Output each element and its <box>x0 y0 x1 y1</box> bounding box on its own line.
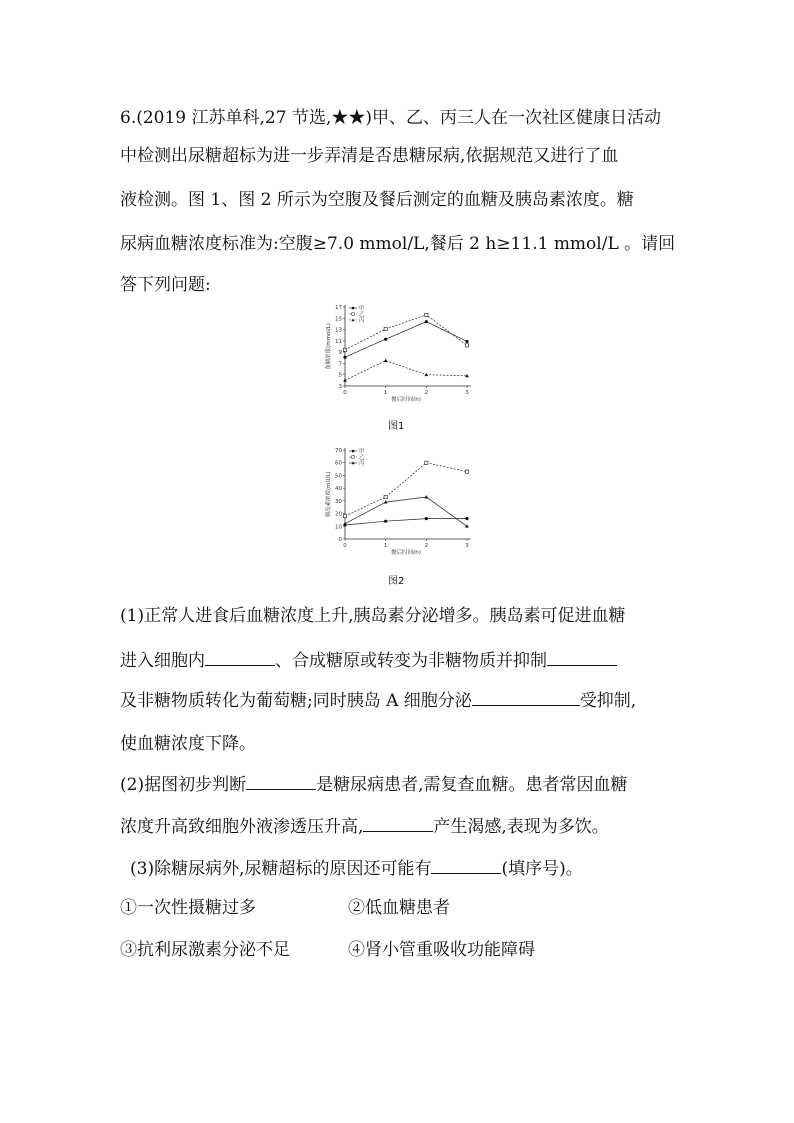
y-tick-label: 70 <box>335 448 342 454</box>
figure-1-blood-glucose-chart <box>320 300 480 406</box>
x-tick-label: 1 <box>383 390 388 396</box>
series-line-1 <box>345 322 467 358</box>
legend-label: 丙 <box>359 461 365 467</box>
data-point <box>465 340 468 343</box>
legend-label: 乙 <box>359 312 365 318</box>
answer-blank-6[interactable] <box>431 857 501 874</box>
question-line-2: 中检测出尿糖超标为进一步弄清是否患糖尿病,依据规范又进行了血 <box>120 146 619 166</box>
question-line-3: 液检测。图 1、图 2 所示为空腹及餐后测定的血糖及胰岛素浓度。糖 <box>120 190 634 210</box>
data-point <box>384 327 387 330</box>
data-point <box>465 517 468 520</box>
figure-1-caption: 图1 <box>388 421 405 432</box>
sub2-line-2 <box>120 815 609 838</box>
legend-marker <box>352 450 355 453</box>
legend-label: 甲 <box>359 449 365 455</box>
legend-marker <box>352 307 355 310</box>
answer-blank-3[interactable] <box>472 689 580 706</box>
y-tick-label: 3 <box>338 384 342 390</box>
y-tick-label: 40 <box>335 486 342 493</box>
series-line-3 <box>345 361 467 381</box>
sub2-text-a: (2)据图初步判断 <box>120 775 247 795</box>
option-2: ②低血糖患者 <box>348 898 450 918</box>
data-point <box>343 515 346 518</box>
data-point <box>465 344 468 347</box>
sub1-text-c: 及非糖物质转化为葡萄糖;同时胰岛 A 细胞分泌 <box>120 691 472 711</box>
option-3: ③抗利尿激素分泌不足 <box>120 940 290 960</box>
y-tick-label: 20 <box>335 511 342 518</box>
question-line-1: 6.(2019 江苏单科,27 节选,★★)甲、乙、丙三人在一次社区健康日活动 <box>120 108 661 128</box>
y-tick-label: 10 <box>335 524 342 531</box>
option-1: ①一次性摄糖过多 <box>120 898 256 918</box>
y-tick-label: 0 <box>338 537 342 543</box>
x-axis-label: 餐后时间(h) <box>391 550 421 556</box>
x-tick-label: 3 <box>465 390 469 396</box>
x-tick-label: 0 <box>343 543 347 549</box>
x-axis-label: 餐后时间(h) <box>391 397 421 403</box>
sub3-text-a: (3)除糖尿病外,尿糖超标的原因还可能有 <box>130 859 432 879</box>
data-point <box>425 313 428 316</box>
data-point <box>343 348 346 351</box>
data-point <box>425 495 429 498</box>
y-tick-label: 7 <box>338 361 342 368</box>
sub1-text-a: 进入细胞内 <box>120 651 205 671</box>
series-line-3 <box>345 497 467 526</box>
x-tick-label: 1 <box>383 543 388 549</box>
y-axis-label: 血糖浓度(mmol/L) <box>326 323 332 370</box>
sub2-line-1 <box>120 773 628 796</box>
x-tick-label: 3 <box>465 543 469 549</box>
sub1-line-2 <box>120 649 617 672</box>
y-axis-label: 胰岛素浓度(mU/L) <box>326 471 332 518</box>
sub1-text-d: 受抑制, <box>579 691 637 711</box>
y-tick-label: 11 <box>335 338 342 345</box>
sub2-text-b: 是糖尿病患者,需复查血糖。患者常因血糖 <box>316 775 628 795</box>
figure-2-insulin-chart <box>320 442 480 558</box>
data-point <box>384 520 387 523</box>
figure-2-caption: 图2 <box>388 576 405 587</box>
y-tick-label: 15 <box>335 316 342 323</box>
data-point <box>425 373 429 376</box>
sub2-text-c: 浓度升高致细胞外液渗透压升高, <box>120 817 364 837</box>
sub3-text-b: (填序号)。 <box>501 859 583 879</box>
series-line-1 <box>345 519 467 525</box>
legend-label: 丙 <box>359 318 365 324</box>
series-line-2 <box>345 463 467 516</box>
data-point <box>425 320 428 323</box>
data-point <box>465 470 468 473</box>
y-tick-label: 50 <box>335 473 342 480</box>
data-point <box>384 338 387 341</box>
x-tick-label: 2 <box>424 543 429 549</box>
question-line-5: 答下列问题: <box>120 275 211 295</box>
sub1-line-3 <box>120 689 636 712</box>
answer-blank-2[interactable] <box>547 649 617 666</box>
legend-label: 乙 <box>359 455 365 461</box>
data-point <box>425 461 428 464</box>
legend-label: 甲 <box>359 306 365 312</box>
question-line-4: 尿病血糖浓度标准为:空腹≥7.0 mmol/L,餐后 2 h≥11.1 mmol/L 。请回 <box>120 234 676 254</box>
answer-blank-4[interactable] <box>246 773 316 790</box>
data-point <box>465 524 469 527</box>
x-tick-label: 2 <box>424 390 429 396</box>
legend-marker <box>352 313 355 316</box>
y-tick-label: 13 <box>335 327 342 334</box>
data-point <box>343 356 346 359</box>
y-tick-label: 30 <box>335 498 342 505</box>
data-point <box>384 495 387 498</box>
sub1-line-4: 使血糖浓度下降。 <box>120 734 256 754</box>
y-tick-label: 5 <box>338 372 342 379</box>
answer-blank-1[interactable] <box>205 649 275 666</box>
sub1-line-1: (1)正常人进食后血糖浓度上升,胰岛素分泌增多。胰岛素可促进血糖 <box>120 606 626 626</box>
answer-blank-5[interactable] <box>363 815 433 832</box>
legend-marker <box>352 456 355 459</box>
option-4: ④肾小管重吸收功能障碍 <box>348 940 535 960</box>
x-tick-label: 0 <box>343 390 347 396</box>
sub1-text-b: 、合成糖原或转变为非糖物质并抑制 <box>275 651 547 671</box>
y-tick-label: 60 <box>335 460 342 467</box>
data-point <box>384 359 388 362</box>
data-point <box>425 517 428 520</box>
sub2-text-d: 产生渴感,表现为多饮。 <box>433 817 609 837</box>
y-tick-label: 17 <box>335 305 342 311</box>
y-tick-label: 9 <box>338 350 342 357</box>
sub3-line-1 <box>130 857 583 880</box>
